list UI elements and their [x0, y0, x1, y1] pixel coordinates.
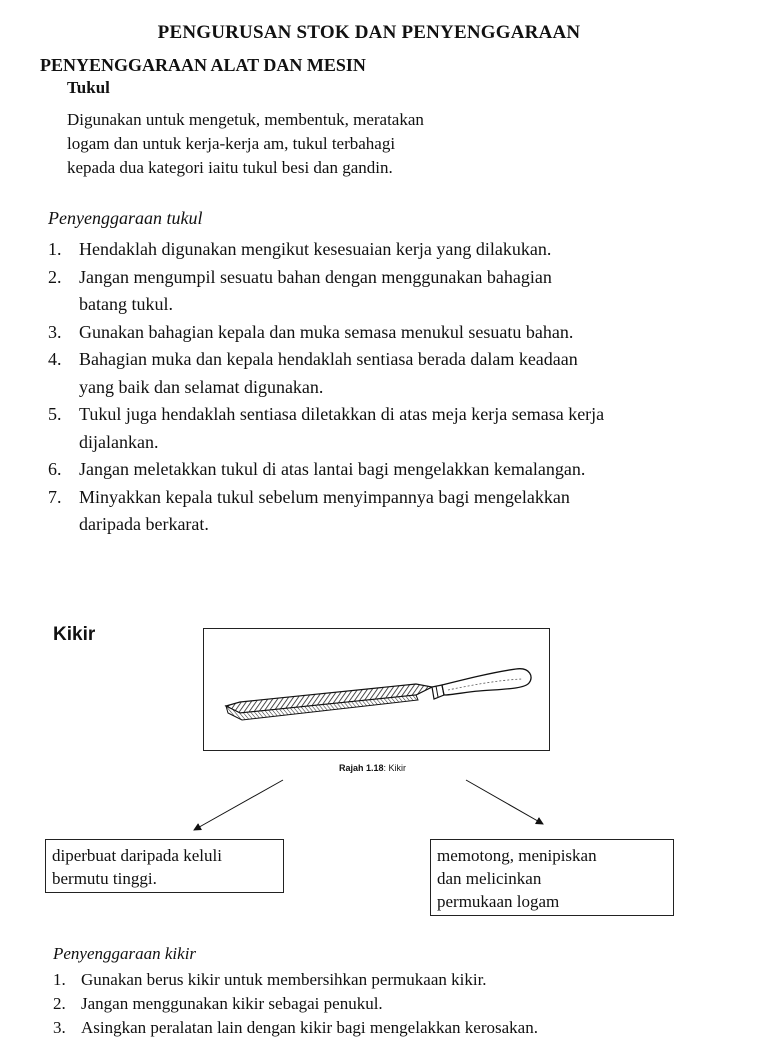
step-number: 1. — [48, 239, 62, 259]
step-number: 4. — [48, 349, 62, 369]
note-line: diperbuat daripada keluli — [52, 846, 222, 865]
step-text: Bahagian muka dan kepala hendaklah sentiasa berada dalam keadaan — [79, 349, 578, 369]
step-number: 3. — [53, 1018, 66, 1037]
step-number: 2. — [53, 994, 66, 1013]
step-text: Minyakkan kepala tukul sebelum menyimpannya bagi mengelakkan — [79, 486, 570, 507]
kikir-heading: Kikir — [53, 624, 96, 645]
note-line: bermutu tinggi. — [52, 869, 157, 888]
arrow-right — [466, 780, 543, 824]
list-item — [53, 992, 538, 1016]
note-function — [430, 839, 674, 916]
kikir-steps-list — [53, 968, 538, 1040]
step-number: 5. — [48, 404, 62, 424]
tukul-heading: Tukul — [67, 78, 110, 97]
tukul-maintenance-heading: Penyenggaraan tukul — [48, 208, 203, 228]
step-text: batang tukul. — [79, 294, 173, 314]
figure-caption — [339, 763, 406, 773]
list-item — [53, 968, 538, 992]
step-text: daripada berkarat. — [79, 514, 209, 534]
file-tool-illustration — [204, 629, 549, 750]
note-line: memotong, menipiskan — [437, 846, 597, 865]
step-text: Asingkan peralatan lain dengan kikir bagi mengelakkan kerosakan. — [81, 1018, 538, 1037]
note-material — [45, 839, 284, 893]
note-line: permukaan logam — [437, 892, 560, 911]
list-item — [48, 401, 604, 456]
step-number: 3. — [48, 321, 62, 342]
step-number: 6. — [48, 459, 62, 479]
page-title: PENGURUSAN STOK DAN PENYENGGARAAN — [157, 22, 581, 43]
step-text: Jangan mengumpil sesuatu bahan dengan menggunakan bahagian — [79, 266, 552, 287]
list-item — [48, 484, 604, 539]
arrow-left — [194, 780, 283, 830]
step-number: 7. — [48, 486, 62, 507]
kikir-figure — [203, 628, 550, 751]
step-number: 2. — [48, 266, 62, 287]
list-item — [53, 1016, 538, 1040]
step-text: Gunakan bahagian kepala dan muka semasa menukul sesuatu bahan. — [79, 321, 574, 342]
tukul-steps-list — [48, 236, 604, 539]
intro-line: Digunakan untuk mengetuk, membentuk, meratakan — [67, 110, 424, 129]
list-item — [48, 456, 604, 484]
step-text: dijalankan. — [79, 431, 159, 452]
step-text: Tukul juga hendaklah sentiasa diletakkan di atas meja kerja semasa kerja — [79, 404, 605, 424]
step-text: Hendaklah digunakan mengikut kesesuaian kerja yang dilakukan. — [79, 239, 552, 259]
list-item — [48, 319, 604, 347]
tukul-intro — [67, 108, 537, 180]
step-number: 1. — [53, 970, 66, 989]
caption-label: Rajah 1.18 — [339, 763, 384, 773]
list-item — [48, 346, 604, 401]
note-line: dan melicinkan — [437, 869, 542, 888]
step-text: yang baik dan selamat digunakan. — [79, 376, 324, 397]
step-text: Gunakan berus kikir untuk membersihkan permukaan kikir. — [81, 970, 487, 989]
kikir-maintenance-heading: Penyenggaraan kikir — [53, 944, 197, 963]
intro-line: kepada dua kategori iaitu tukul besi dan gandin. — [67, 158, 393, 177]
list-item — [48, 236, 604, 264]
section-title: PENYENGGARAAN ALAT DAN MESIN — [40, 55, 366, 75]
step-text: Jangan menggunakan kikir sebagai penukul. — [81, 994, 383, 1013]
step-text: Jangan meletakkan tukul di atas lantai bagi mengelakkan kemalangan. — [79, 459, 586, 479]
caption-text: : Kikir — [383, 763, 407, 773]
intro-line: logam dan untuk kerja-kerja am, tukul terbahagi — [67, 134, 396, 153]
list-item — [48, 264, 604, 319]
